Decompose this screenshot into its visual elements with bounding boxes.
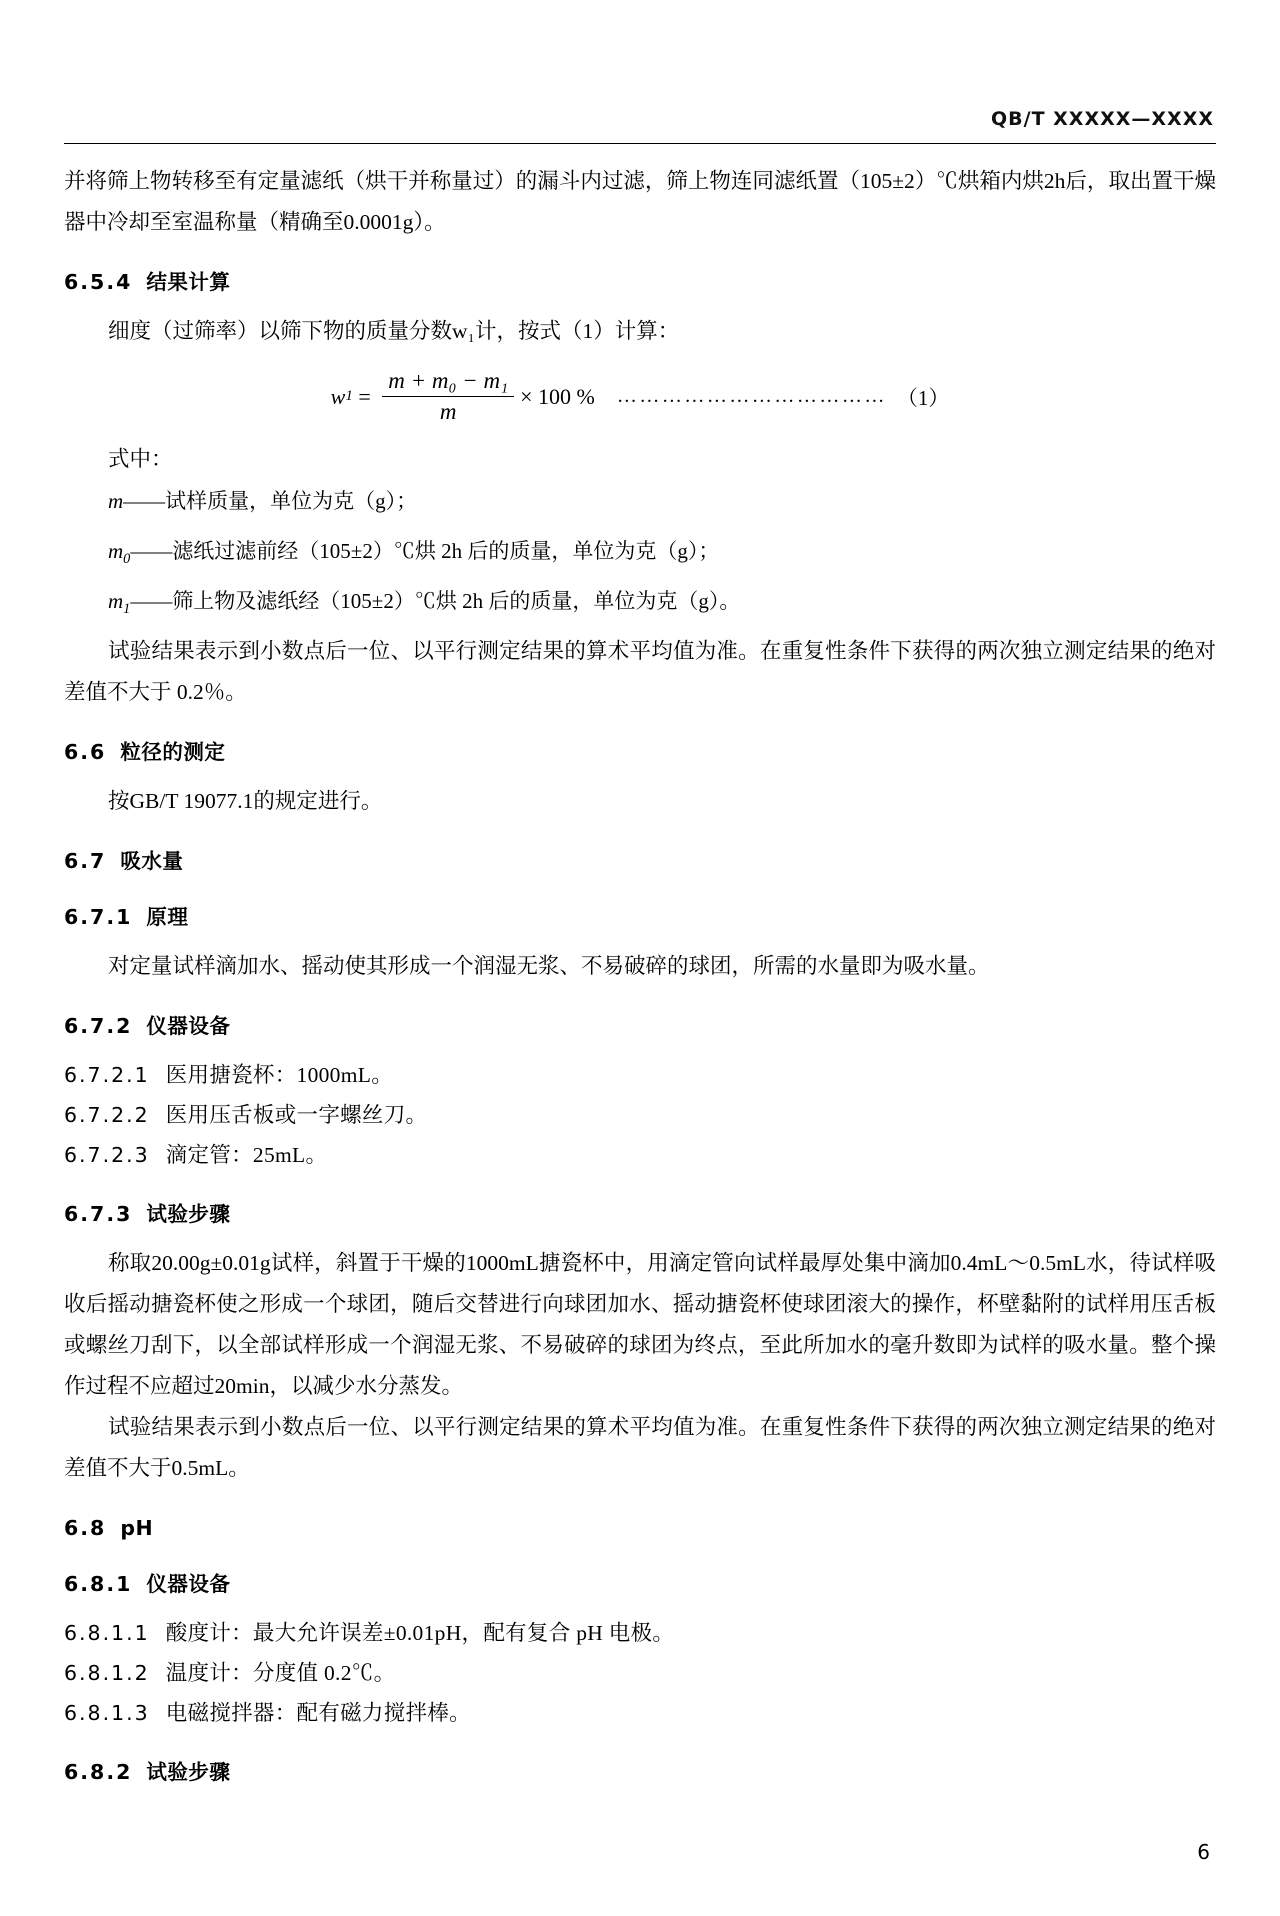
formula-equals-sign: = [352,383,377,409]
list-item-text-6-7-2-3: 滴定管：25mL。 [165,1142,328,1167]
list-item-6-7-2-1 [64,1055,1216,1095]
list-item-number-6-7-2-2: 6.7.2.2 [64,1102,150,1127]
list-item-6-7-2-2 [64,1095,1216,1135]
heading-title-6-6: 粒径的测定 [120,739,226,764]
list-item-text-6-7-2-1: 医用搪瓷杯：1000mL。 [165,1062,393,1087]
symbol-definition-m1 [64,580,1216,630]
heading-6-5-4 [64,265,1216,299]
where-label: 式中： [108,447,173,471]
formula-lhs-symbol: w [330,383,346,409]
paragraph-6-7-1: 对定量试样滴加水、摇动使其形成一个润湿无浆、不易破碎的球团，所需的水量即为吸水量。 [108,953,990,978]
symbol-m0-text: ——滤纸过滤前经（105±2）℃烘 2h 后的质量，单位为克（g）； [130,539,720,564]
formula-tail: × 100 % [520,383,595,409]
heading-number-6-5-4: 6.5.4 [64,270,133,294]
heading-title-6-8-1: 仪器设备 [146,1571,231,1596]
formula-denominator: m [439,399,457,424]
paragraph-continued-from-previous-page: 并将筛上物转移至有定量滤纸（烘干并称量过）的漏斗内过滤，筛上物连同滤纸置（105±2）℃烘箱内烘2h后，取出置干燥器中冷却至室温称量（精确至0.0001g）。 [64,169,1216,234]
symbol-m-text: ——试样质量，单位为克（g）； [123,489,418,513]
heading-number-6-8-1: 6.8.1 [64,1571,133,1596]
formula-lhs-subscript: 1 [345,388,353,404]
list-item-text-6-7-2-2: 医用压舌板或一字螺丝刀。 [165,1102,428,1127]
heading-number-6-6: 6.6 [64,739,107,764]
symbol-m0: m [108,539,124,564]
heading-title-6-7: 吸水量 [120,848,184,873]
symbol-m1-text: ——筛上物及滤纸经（105±2）℃烘 2h 后的质量，单位为克（g）。 [130,589,741,614]
paragraph-6-7-3-procedure: 称取20.00g±0.01g试样，斜置于干燥的1000mL搪瓷杯中，用滴定管向试样最厚处集中滴加0.4mL～0.5mL水，待试样吸收后摇动搪瓷杯使之形成一个球团，随后交替进行向球团加水、摇动搪瓷杯使球团滚大的操作，杯壁黏附的试样用压舌板或螺丝刀刮下，以全部试样形成一个润湿无浆、不易破碎的球团为终点，至此所加水的毫升数即为试样的吸水量。整个操作过程不应超过20min，以减少水分蒸发。 [64,1250,1216,1398]
symbol-m1-subscript: 1 [123,601,131,618]
heading-6-7-3 [64,1197,1216,1231]
page-content [64,108,1216,1801]
paragraph-6-5-4-closing: 试验结果表示到小数点后一位、以平行测定结果的算术平均值为准。在重复性条件下获得的两次独立测定结果的绝对差值不大于 0.2％。 [64,638,1216,704]
heading-6-8-2 [64,1755,1216,1789]
document-header-standard-code: QB/T XXXXX—XXXX [991,108,1214,130]
page-number: 6 [1197,1840,1210,1864]
heading-6-7-1 [64,900,1216,934]
symbol-definition-m0 [64,530,1216,580]
list-item-6-8-1-3 [64,1693,1216,1733]
symbol-definition-m [64,480,1216,530]
heading-title-6-7-3: 试验步骤 [146,1201,231,1226]
formula-1 [64,368,1216,425]
formula-numerator: m + m₀ − m₁ [388,368,509,393]
heading-number-6-7-1: 6.7.1 [64,904,133,929]
symbol-m: m [108,489,124,513]
paragraph-6-6: 按GB/T 19077.1的规定进行。 [108,788,383,813]
list-item-number-6-7-2-3: 6.7.2.3 [64,1142,150,1167]
heading-6-8 [64,1511,1216,1545]
header-divider-rule [64,143,1216,144]
heading-title-6-5-4: 结果计算 [146,270,231,294]
formula-fraction [382,368,514,425]
heading-6-7-2 [64,1009,1216,1043]
heading-6-8-1 [64,1567,1216,1601]
heading-6-7 [64,844,1216,878]
heading-number-6-7-2: 6.7.2 [64,1013,133,1038]
heading-title-6-8: pH [120,1515,154,1540]
list-item-number-6-7-2-1: 6.7.2.1 [64,1062,150,1087]
heading-6-6 [64,735,1216,769]
heading-number-6-7: 6.7 [64,848,107,873]
list-item-text-6-8-1-3: 电磁搅拌器：配有磁力搅拌棒。 [165,1700,471,1725]
list-item-6-7-2-3 [64,1135,1216,1175]
heading-title-6-8-2: 试验步骤 [146,1759,231,1784]
formula-number-label: （1） [896,385,950,410]
paragraph-6-5-4-lead: 细度（过筛率）以筛下物的质量分数w₁计，按式（1）计算： [108,319,680,343]
heading-title-6-7-1: 原理 [146,904,189,929]
symbol-m1: m [108,589,124,614]
paragraph-6-7-3-closing: 试验结果表示到小数点后一位、以平行测定结果的算术平均值为准。在重复性条件下获得的两次独立测定结果的绝对差值不大于0.5mL。 [64,1414,1216,1480]
list-item-number-6-8-1-3: 6.8.1.3 [64,1700,150,1725]
list-item-6-8-1-2 [64,1653,1216,1693]
formula-leader-dots: ……………………………… [616,385,887,407]
list-item-number-6-8-1-1: 6.8.1.1 [64,1620,150,1645]
symbol-m0-subscript: 0 [123,551,131,568]
heading-title-6-7-2: 仪器设备 [146,1013,231,1038]
list-item-text-6-8-1-1: 酸度计：最大允许误差±0.01pH，配有复合 pH 电极。 [165,1620,675,1645]
list-item-text-6-8-1-2: 温度计：分度值 0.2℃。 [165,1660,396,1685]
list-item-6-8-1-1 [64,1613,1216,1653]
heading-number-6-8-2: 6.8.2 [64,1759,133,1784]
heading-number-6-7-3: 6.7.3 [64,1201,133,1226]
list-item-number-6-8-1-2: 6.8.1.2 [64,1660,150,1685]
formula-expression [331,368,595,425]
heading-number-6-8: 6.8 [64,1515,107,1540]
